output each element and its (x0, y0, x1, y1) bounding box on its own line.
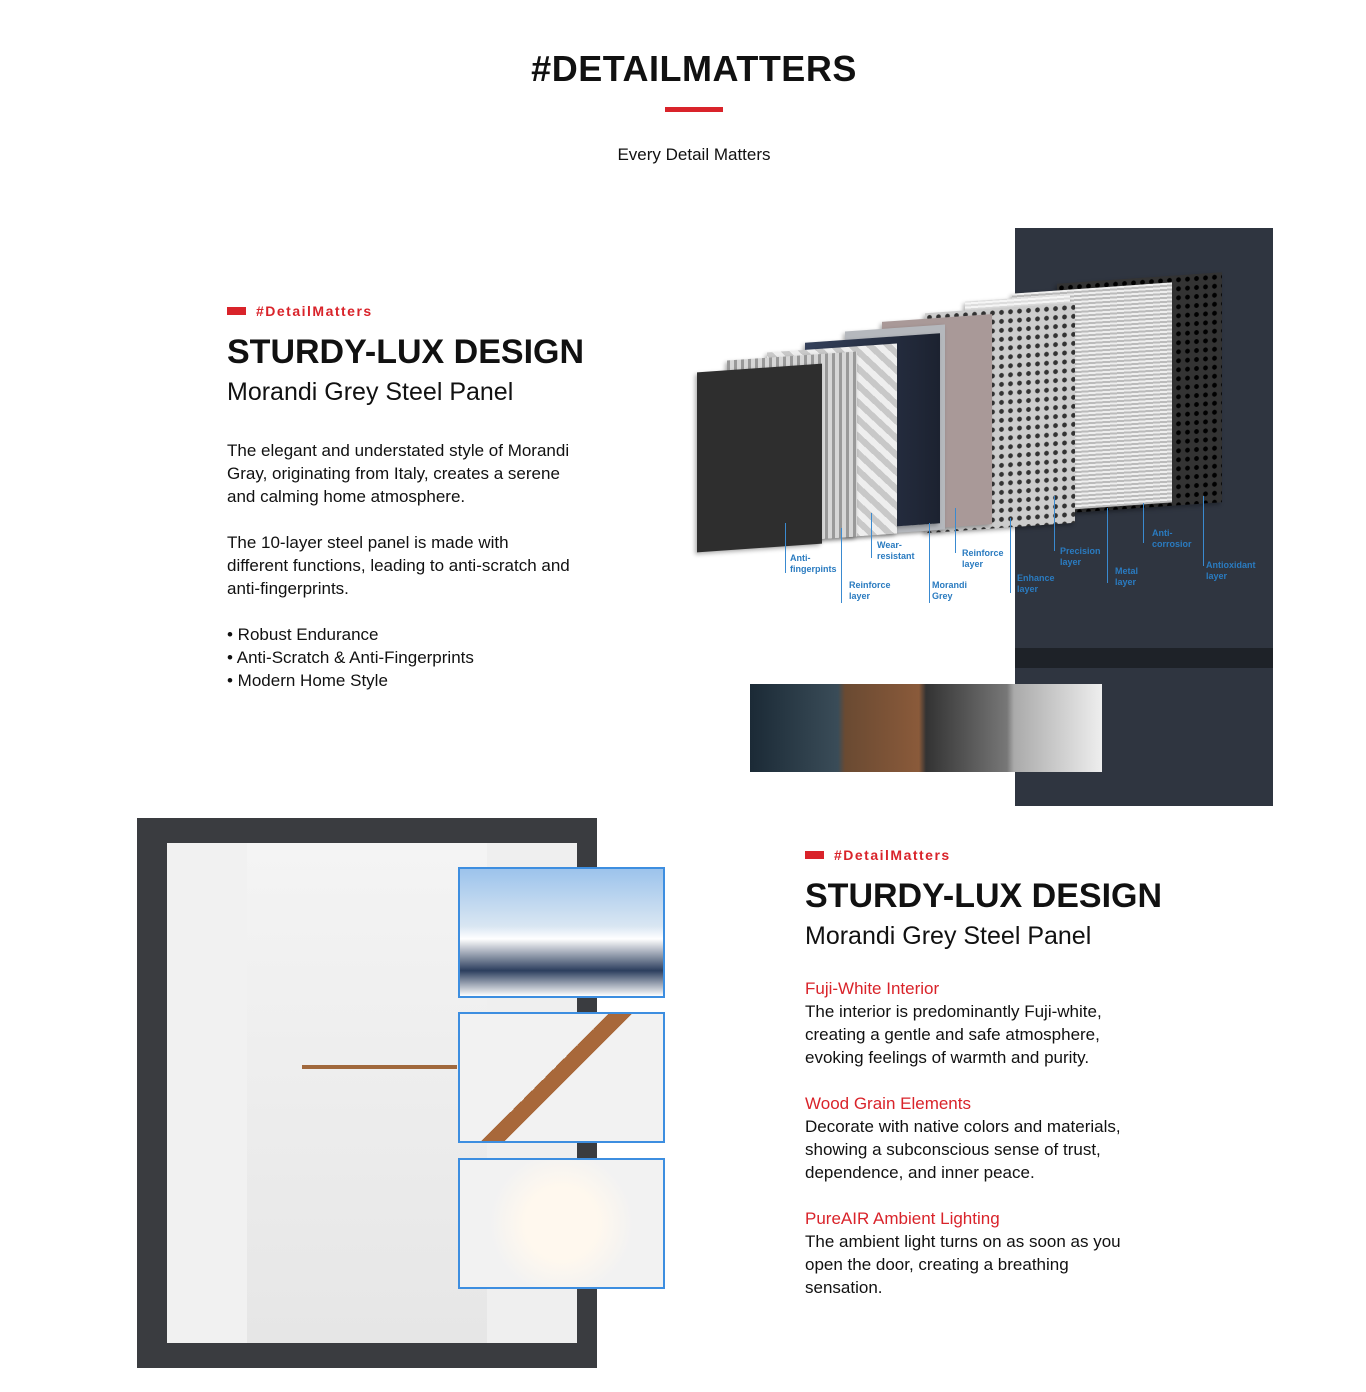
layer-label: Anti-corrosior (1152, 528, 1192, 549)
section1-subtitle: Morandi Grey Steel Panel (227, 378, 514, 406)
section1-title: STURDY-LUX DESIGN (227, 333, 585, 371)
ambient-light-photo (458, 1158, 665, 1289)
layer-label: Reinforce layer (962, 548, 1004, 569)
page-title: #DETAILMATTERS (531, 48, 857, 89)
feature-text: The interior is predominantly Fuji-white, creating a gentle and safe atmosphere, evoking feelings of warmth and purity. (805, 1002, 1102, 1067)
layer-label: Anti-fingerpints (790, 553, 837, 574)
layer-label: Metal layer (1115, 566, 1139, 587)
section1-tag (227, 303, 607, 319)
fridge-interior-image (137, 818, 665, 1368)
layer-label: Enhance layer (1017, 573, 1055, 594)
layer-label: Reinforce layer (849, 580, 891, 601)
tag-bar-icon (227, 307, 246, 315)
section1-text (227, 303, 607, 692)
layer-label: Wear-resistant (877, 540, 915, 561)
feature-title: Fuji-White Interior (805, 979, 940, 998)
bullet-item: • Robust Endurance (227, 625, 379, 644)
fridge-handle (1015, 648, 1273, 668)
section2-text (805, 847, 1165, 1299)
section1-paragraph: The elegant and understated style of Morandi Gray, originating from Italy, creates a serene and calming home atmosphere. (227, 441, 570, 506)
section2-tag (805, 847, 1165, 863)
wood-grain-photo (458, 1012, 665, 1143)
tag-label: #DetailMatters (256, 303, 373, 319)
title-divider (665, 107, 723, 112)
steel-panel-layers-image (697, 228, 1273, 806)
feature-title: Wood Grain Elements (805, 1094, 971, 1113)
section1-paragraph: The 10-layer steel panel is made with different functions, leading to anti-scratch and anti-fingerprints. (227, 533, 570, 598)
feature-title: PureAIR Ambient Lighting (805, 1209, 1000, 1228)
tag-label: #DetailMatters (834, 847, 951, 863)
layer-label: Morandi Grey (932, 580, 967, 601)
feature-text: Decorate with native colors and materials, showing a subconscious sense of trust, dependence, and inner peace. (805, 1117, 1121, 1182)
section2-title: STURDY-LUX DESIGN (805, 877, 1163, 915)
bullet-item: • Anti-Scratch & Anti-Fingerprints (227, 648, 474, 667)
fuji-mountain-photo (458, 867, 665, 998)
scratch-test-strip (750, 684, 1102, 772)
section2-subtitle: Morandi Grey Steel Panel (805, 922, 1092, 950)
layer-label: Precision layer (1060, 546, 1101, 567)
feature-text: The ambient light turns on as soon as you open the door, creating a breathing sensation. (805, 1232, 1121, 1297)
tag-bar-icon (805, 851, 824, 859)
bullet-item: • Modern Home Style (227, 671, 388, 690)
page-subtitle: Every Detail Matters (617, 145, 771, 164)
layer-label: Antioxidant layer (1206, 560, 1256, 581)
